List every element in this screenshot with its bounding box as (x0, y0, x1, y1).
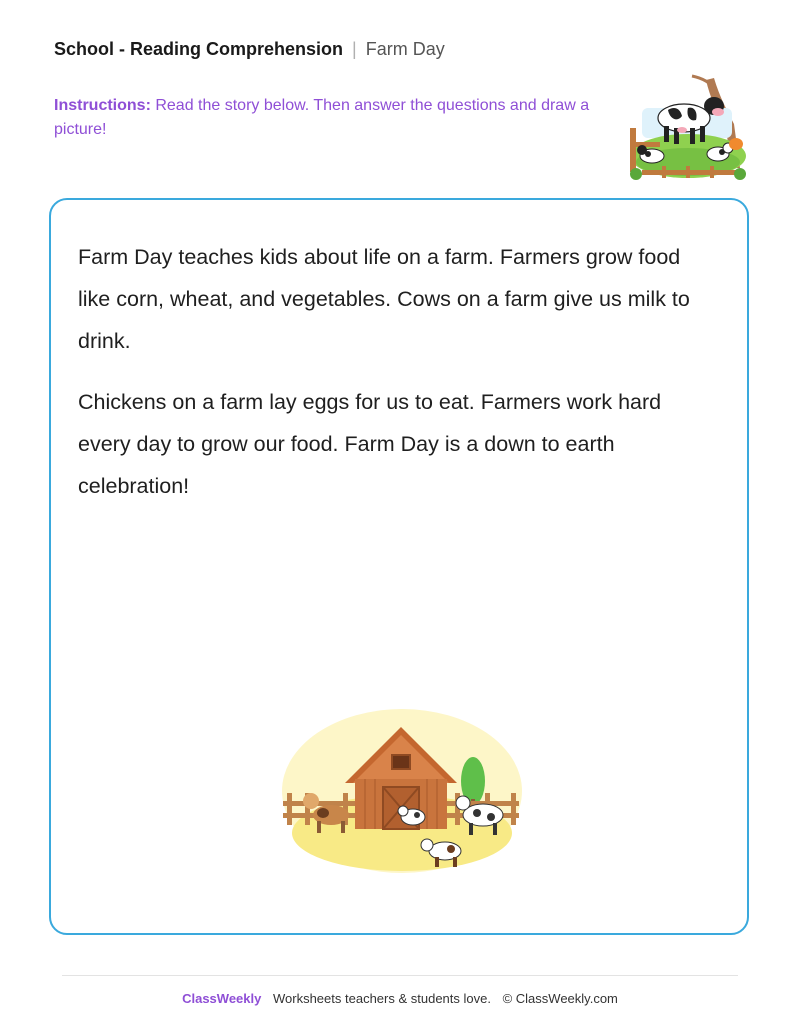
story-box (49, 198, 749, 935)
story-paragraph: Farm Day teaches kids about life on a farm. Farmers grow food like corn, wheat, and vegetables. Cows on a farm give us milk to drink. (78, 245, 690, 353)
page-header (54, 38, 445, 60)
header-separator: | (352, 39, 357, 59)
footer-brand: ClassWeekly (182, 991, 262, 1006)
footer-divider (62, 975, 738, 976)
subject-title: School - Reading Comprehension (54, 39, 344, 59)
footer-copyright: © ClassWeekly.com (502, 991, 618, 1006)
instructions-text: Read the story below. Then answer the questions and draw a picture! (54, 97, 590, 138)
story-paragraph: Chickens on a farm lay eggs for us to eat. Farmers work hard every day to grow our food. Farm Day is a down to earth celebration! (78, 390, 662, 498)
footer-tagline: Worksheets teachers & students love. (272, 991, 491, 1006)
instructions (54, 94, 614, 142)
page-footer (0, 990, 800, 1008)
topic-title: Farm Day (365, 39, 445, 59)
barn-farm-illustration (279, 705, 525, 877)
cow-farm-illustration (622, 68, 752, 186)
instructions-label: Instructions: (54, 97, 151, 114)
story-text (78, 236, 698, 526)
